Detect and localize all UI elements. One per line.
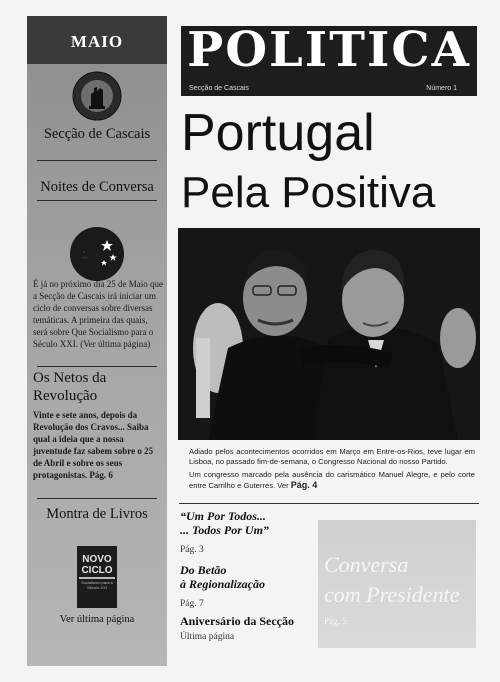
caption-page-ref[interactable]: Pág. 4 (290, 480, 318, 490)
masthead-section: Secção de Cascais (189, 85, 249, 92)
promo-line2: com Presidente (324, 582, 460, 607)
book-cover-bar (79, 577, 115, 579)
promo-box[interactable] (318, 520, 476, 648)
congress-photo (178, 228, 480, 440)
toc-title: à Regionalização (180, 577, 266, 591)
toc-item[interactable] (180, 509, 325, 555)
grandsons-text: Vinte e sete anos, depois da Revolução dos Cravos... Saiba qual a ideia que a nossa juventude faz sabem sobre o 25 de Abril e sobre os seus protagonistas. Pág. 6 (33, 410, 154, 480)
divider (37, 366, 157, 367)
book-cover-title: NOVO CICLO (81, 554, 113, 576)
caption-paragraph: Um congresso marcado pela ausência do carismático Manuel Alegre, e pelo corte entre Carrilho e Guterres. Ver Pág. 4 (189, 470, 475, 490)
grandsons-page-ref[interactable]: Pág. 6 (89, 470, 113, 480)
books-link[interactable]: Ver última página (59, 614, 135, 625)
toc-title: “Um Por Todos... (180, 509, 266, 523)
month-bar (27, 16, 167, 64)
party-logo-icon (71, 70, 123, 122)
book-cover-subtitle: Socialismo para o Século XXI (81, 580, 113, 590)
promo-line1: Conversa (324, 552, 409, 577)
moon-and-stars-icon (69, 226, 125, 282)
divider (37, 200, 157, 201)
headline-line2: Pela Positiva (181, 168, 436, 217)
divider (37, 498, 157, 499)
masthead-title: POLITICA (187, 22, 471, 78)
book-cover[interactable] (77, 546, 117, 608)
masthead (181, 22, 477, 96)
sidebar (27, 16, 167, 666)
toc-page: Pág. 7 (180, 599, 204, 609)
talks-text: É já no próximo dia 25 de Maio que a Secção de Cascais irá iniciar um ciclo de conversas sobre diversas temáticas. A primeira das quais, será sobre Que Socialismo para o Século XXI. (Ver última página) (33, 279, 163, 349)
books-title: Montra de Livros (46, 506, 148, 522)
photo-caption (189, 447, 475, 494)
toc-title: Aniversário da Secção (180, 614, 294, 628)
divider (179, 503, 479, 504)
two-men-embracing-image (178, 228, 480, 440)
toc-page: Última página (180, 632, 235, 642)
promo-page: Pág. 5 (324, 616, 347, 626)
grandsons-title: Os Netos da Revolução (33, 370, 107, 404)
talks-title: Noites de Conversa (40, 179, 154, 195)
issue-number: Número 1 (426, 85, 457, 92)
section-title: Secção de Cascais (43, 126, 151, 142)
headline-line1: Portugal (181, 104, 375, 162)
month-label: MAIO (70, 32, 124, 51)
caption-paragraph: Adiado pelos acontecimentos ocorridos em Março em Entre-os-Rios, teve lugar em Lisboa, no passado fim-de-semana, o Congresso Nacional do nosso Partido. (189, 447, 475, 466)
toc-page: Pág. 3 (180, 545, 204, 555)
toc-item[interactable] (180, 563, 325, 609)
toc-title: Do Betão (180, 563, 227, 577)
toc-title: ... Todos Por Um” (180, 523, 269, 537)
toc-item[interactable] (180, 614, 325, 642)
divider (37, 160, 157, 161)
